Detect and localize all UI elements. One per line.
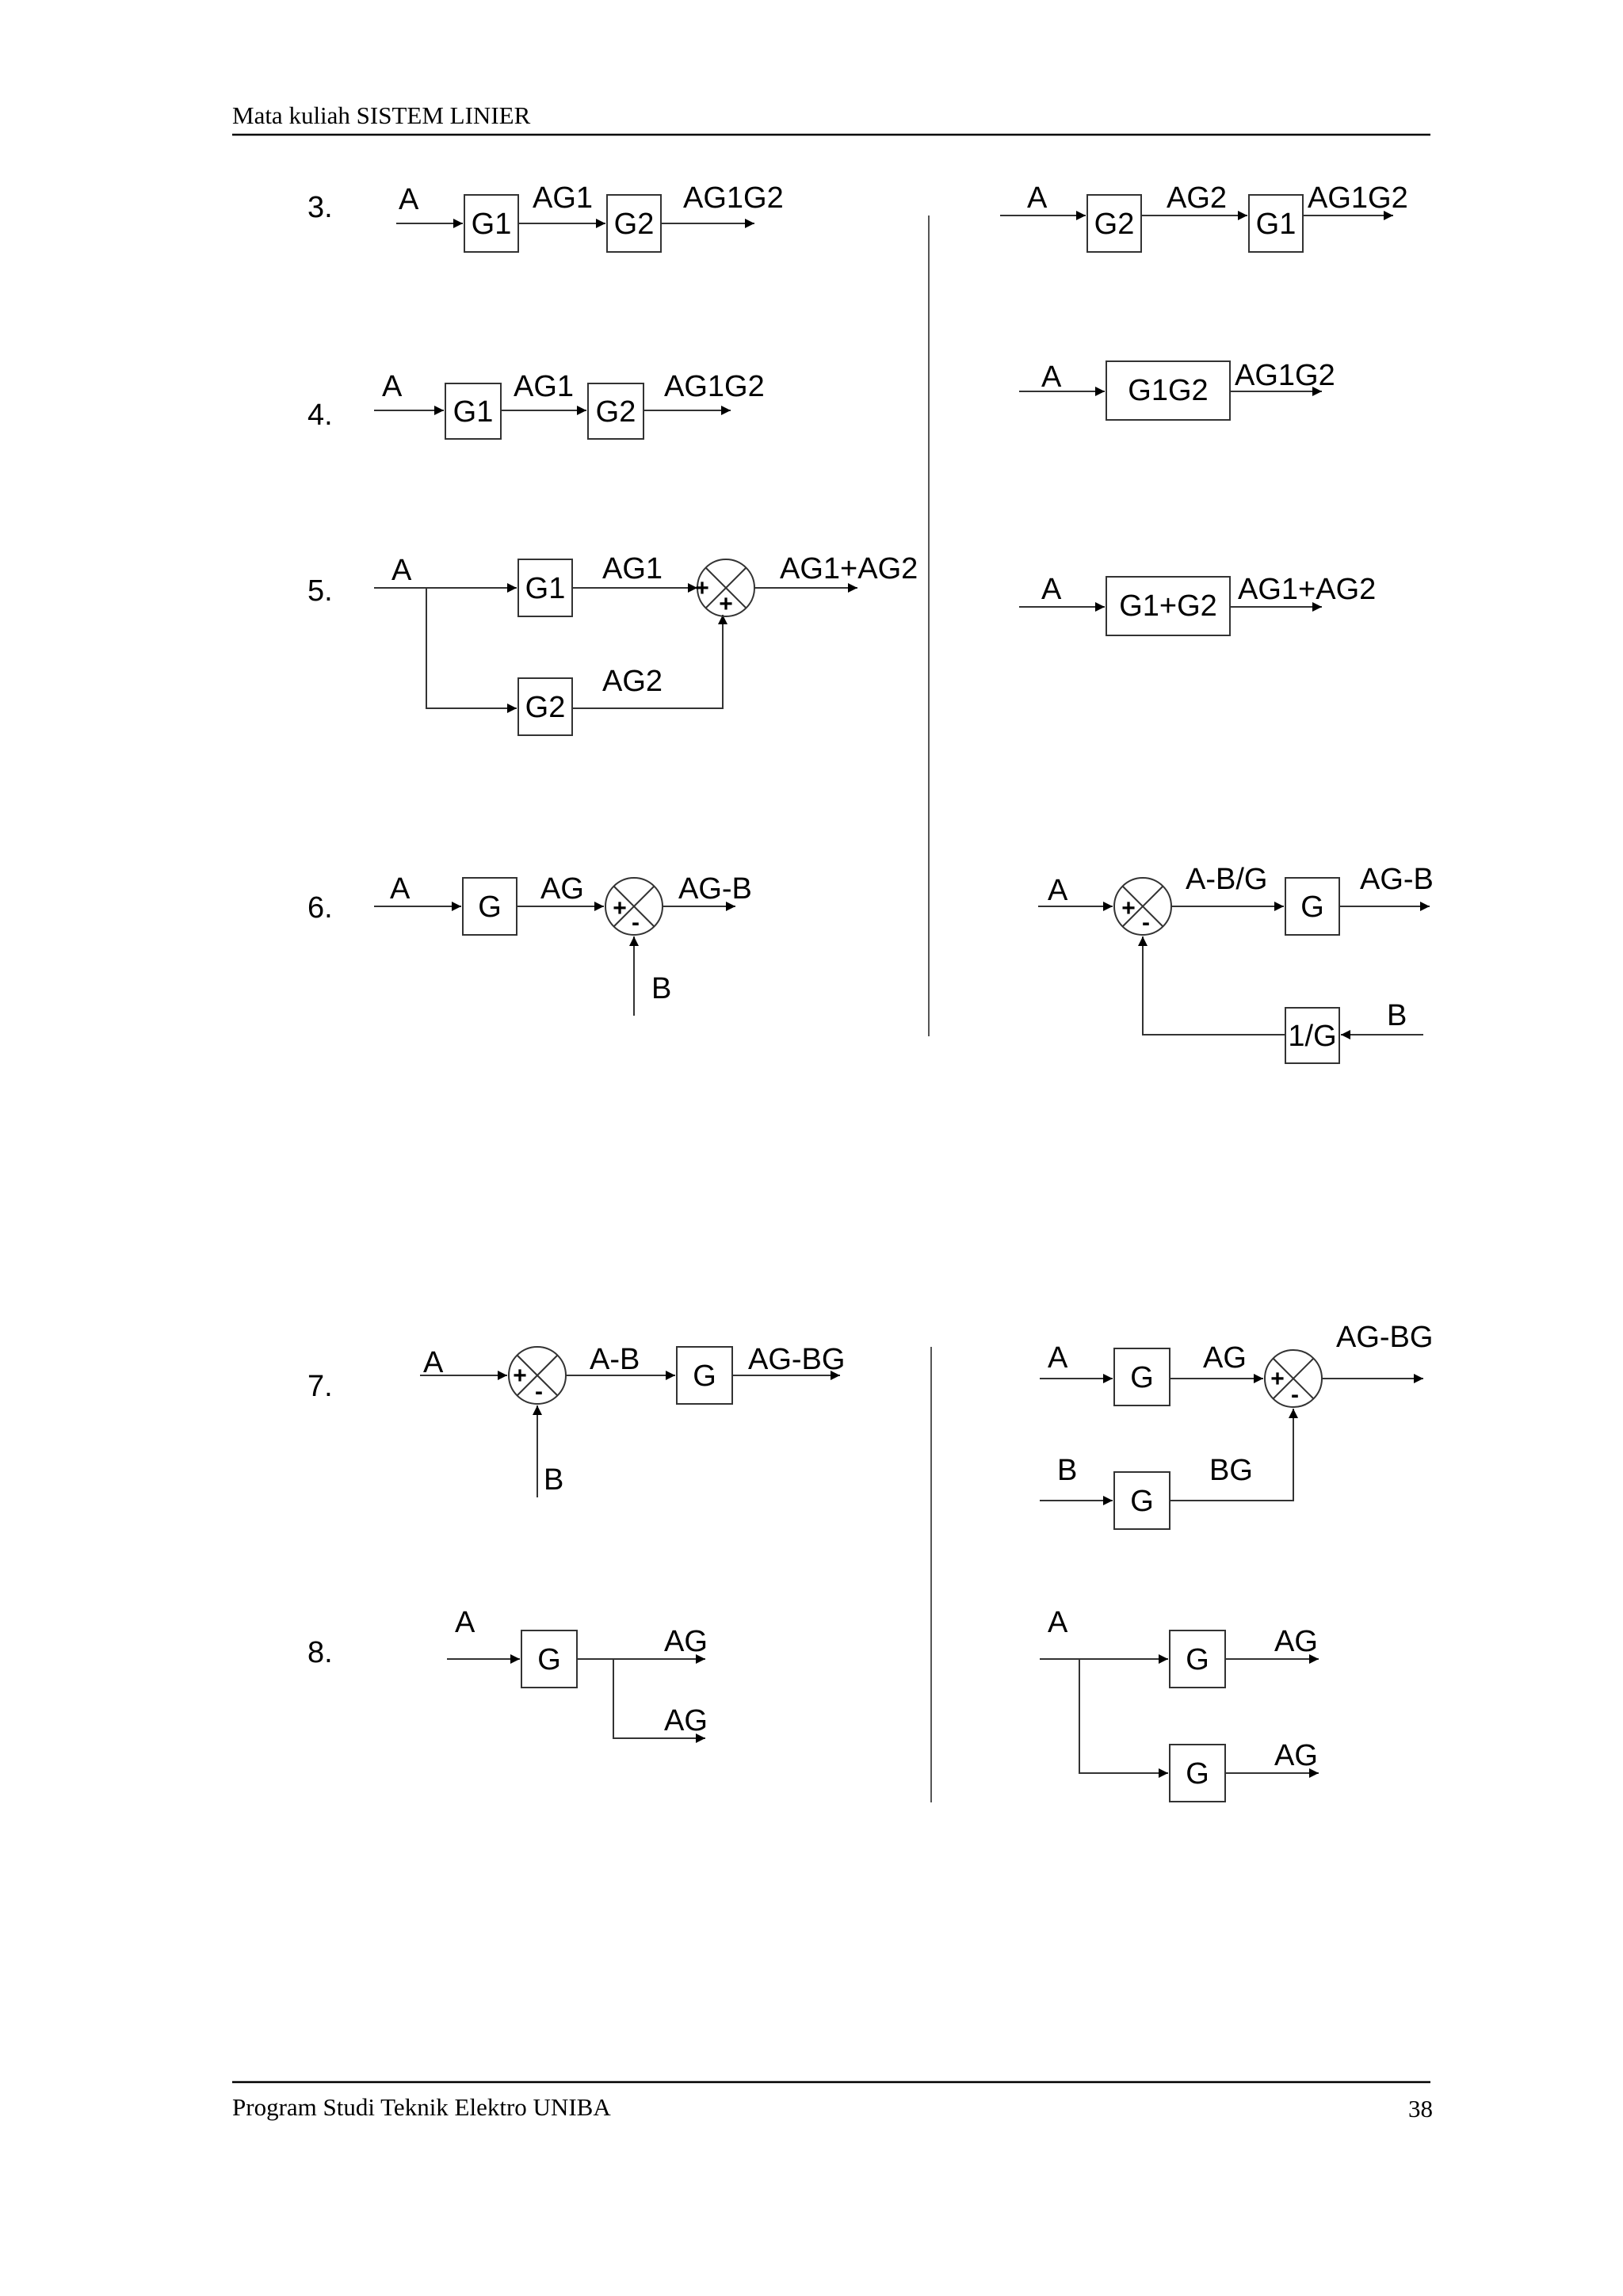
section-number: 7. <box>307 1370 333 1403</box>
input-label: A <box>390 872 411 906</box>
output-label: AG <box>664 1625 708 1658</box>
section-4-left-diagram <box>374 370 765 439</box>
sign-label: - <box>1291 1382 1299 1408</box>
sign-label: + <box>1121 895 1136 921</box>
section-number: 8. <box>307 1636 333 1669</box>
section-7-left-diagram <box>420 1343 845 1497</box>
signal-label: AG1 <box>602 552 663 585</box>
section-3-left-diagram <box>396 181 784 252</box>
input-label: A <box>423 1346 444 1379</box>
block-label: G1 <box>1255 208 1296 242</box>
block-label: G <box>1130 1485 1154 1519</box>
section-number: 6. <box>307 891 333 925</box>
block-label: G <box>1186 1757 1209 1791</box>
signal-label: AG1 <box>514 370 575 403</box>
block-label: G1+G2 <box>1119 589 1217 624</box>
block-label: G <box>1186 1643 1209 1677</box>
sign-label: + <box>513 1363 527 1389</box>
section-3-right-diagram <box>1000 181 1408 252</box>
output-label: AG1G2 <box>664 370 765 403</box>
sign-label: + <box>613 895 627 921</box>
section-5-left-diagram <box>374 552 918 735</box>
section-4-right-diagram <box>1019 359 1335 420</box>
feedback-arrow <box>1143 936 1285 1035</box>
input-label: A <box>1048 874 1068 907</box>
section-7-right-diagram <box>1040 1321 1433 1529</box>
section-5-right-diagram <box>1019 573 1376 635</box>
section-6-right-diagram <box>1038 863 1434 1063</box>
block-label: G1 <box>453 395 494 429</box>
output-label: AG1+AG2 <box>1238 573 1377 606</box>
block-label: G <box>478 891 502 925</box>
output-label: AG <box>664 1704 708 1737</box>
block-label: G2 <box>595 395 636 429</box>
block-label: G2 <box>613 208 655 242</box>
section-4 <box>307 359 1335 439</box>
output-label: AG-BG <box>1336 1321 1434 1354</box>
sign-label: - <box>535 1379 543 1405</box>
branch-arrow <box>1079 1659 1168 1773</box>
section-6-left-diagram <box>374 872 752 1016</box>
block-label: G <box>693 1360 716 1394</box>
output-label: AG1G2 <box>1235 359 1335 392</box>
output-label: AG1G2 <box>1308 181 1408 215</box>
section-number: 3. <box>307 191 333 224</box>
signal-label: A-B <box>590 1343 640 1376</box>
input-label: A <box>399 183 419 216</box>
section-8 <box>307 1606 1319 1802</box>
sign-label: + <box>719 591 733 617</box>
block-label: G <box>537 1643 561 1677</box>
output-label: AG <box>1274 1625 1318 1658</box>
block-label: G <box>1130 1361 1154 1395</box>
branch-arrow <box>426 588 517 708</box>
disturbance-label: B <box>1387 999 1407 1032</box>
sign-label: + <box>1270 1366 1285 1392</box>
section-5 <box>307 552 1376 735</box>
section-number: 5. <box>307 574 333 608</box>
block-label: G1 <box>471 208 512 242</box>
input-label: A <box>1048 1341 1068 1375</box>
section-6 <box>307 863 1434 1063</box>
input-label: A <box>382 370 403 403</box>
header-title: Mata kuliah SISTEM LINIER <box>232 101 531 129</box>
section-8-left-diagram <box>447 1606 708 1738</box>
section-number: 4. <box>307 399 333 432</box>
input-label: A <box>1041 360 1062 394</box>
section-3 <box>307 181 1408 252</box>
sign-label: - <box>1142 910 1150 936</box>
output-label: AG-B <box>678 872 752 906</box>
page-number: 38 <box>1408 2095 1433 2122</box>
output-label: AG-BG <box>748 1343 846 1376</box>
signal-label: AG <box>540 872 584 906</box>
section-7 <box>307 1321 1433 1529</box>
signal-label: AG2 <box>602 665 663 698</box>
block-label: G1G2 <box>1128 374 1209 408</box>
block-label: G <box>1300 891 1324 925</box>
output-label: AG1+AG2 <box>780 552 918 585</box>
block-label: G1 <box>525 572 566 606</box>
output-label: AG1G2 <box>683 181 784 215</box>
input-label: B <box>1057 1454 1078 1487</box>
block-label: G2 <box>525 691 566 725</box>
disturbance-label: B <box>544 1463 564 1497</box>
section-8-right-diagram <box>1040 1606 1319 1802</box>
disturbance-label: B <box>651 972 672 1005</box>
footer-left: Program Studi Teknik Elektro UNIBA <box>232 2093 611 2121</box>
output-label: AG-B <box>1360 863 1434 896</box>
output-label: AG <box>1274 1739 1318 1772</box>
block-label: G2 <box>1094 208 1135 242</box>
signal-label: AG <box>1203 1341 1247 1375</box>
input-label: A <box>455 1606 475 1639</box>
sign-label: - <box>632 910 640 936</box>
input-label: A <box>1048 1606 1068 1639</box>
input-label: A <box>391 554 412 587</box>
signal-label: BG <box>1209 1454 1253 1487</box>
input-label: A <box>1041 573 1062 606</box>
signal-label: AG2 <box>1167 181 1228 215</box>
signal-label: AG1 <box>533 181 594 215</box>
block-label: 1/G <box>1288 1020 1337 1054</box>
sign-label: + <box>695 575 709 601</box>
input-label: A <box>1027 181 1048 215</box>
signal-label: A-B/G <box>1186 863 1268 896</box>
